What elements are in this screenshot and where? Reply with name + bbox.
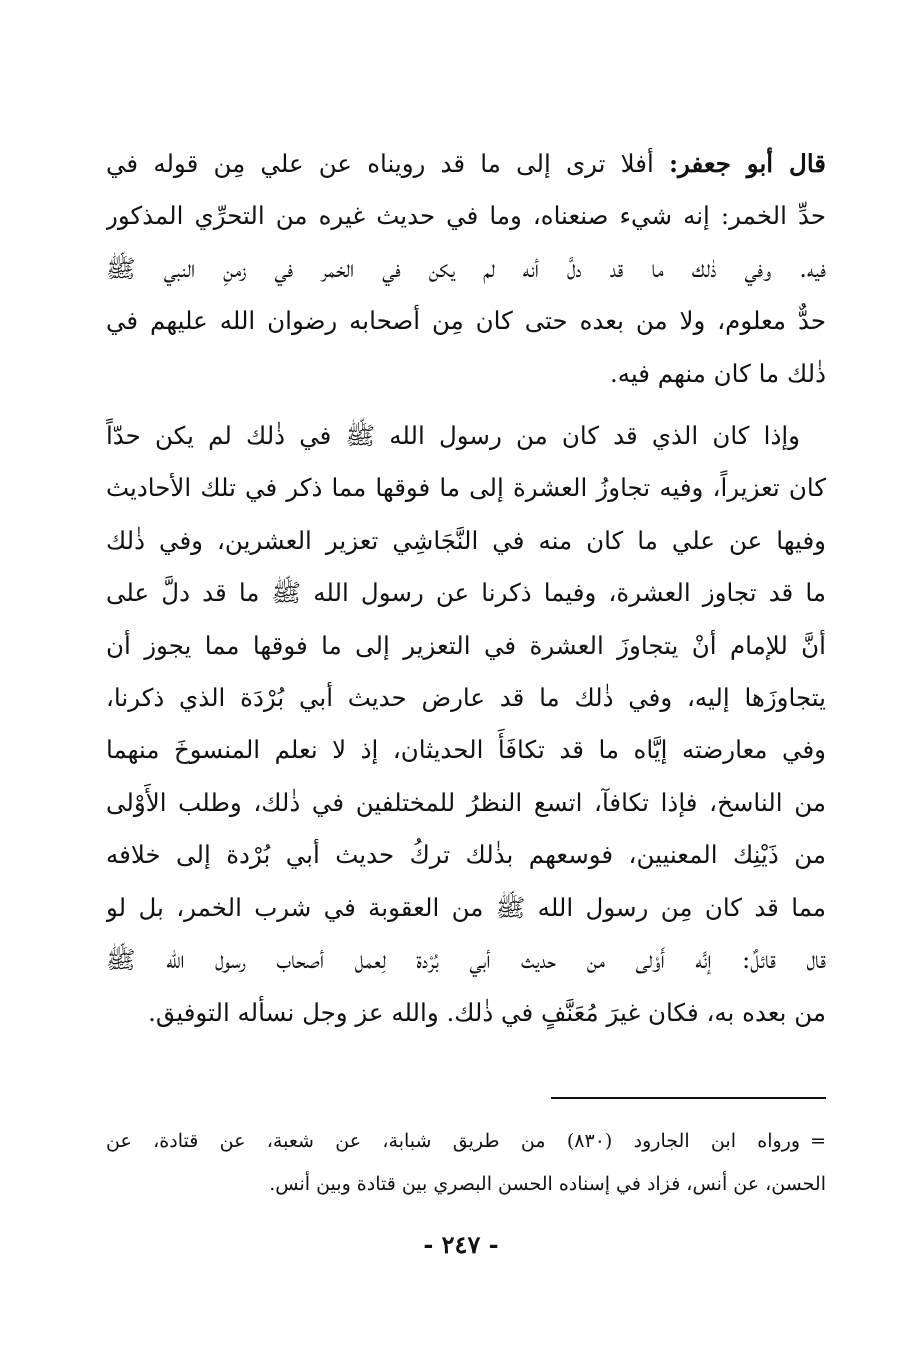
text-line: وفيها عن علي ما كان منه في النَّجَاشِي تعزير العشرين، وفي ذٰلك [106, 525, 826, 555]
page-number: - ٢٤٧ - [423, 1230, 499, 1259]
text-line: وفي معارضته إيَّاه ما قد تكافَأَ الحديثان، إذ لا نعلم المنسوخَ منهما [106, 735, 826, 765]
text-line: يتجاوزَها إليه، وفي ذٰلك ما قد عارض حديث أبي بُرْدَة الذي ذكرنا، [106, 683, 826, 713]
text-line: قال قائلٌ: إنَّه أَوْلى من حديث أبي بُرْدة لِعمل أصحاب رسول الله ﷺ [106, 945, 826, 975]
text-line: حدِّ الخمر: إنه شيء صنعناه، وما في حديث غيره من التحرِّي المذكور [106, 201, 826, 231]
text-line: مما قد كان مِن رسول الله ﷺ من العقوبة في شرب الخمر، بل لو [106, 892, 826, 922]
main-text-body [106, 138, 826, 1039]
text-line: من الناسخ، فإذا تكافآ، اتسع النظرُ للمختلفين في ذٰلك، وطلب الأَوْلى [106, 787, 826, 817]
speaker-lead: قال أبو جعفر: [668, 149, 826, 178]
footnote-line [106, 1120, 826, 1163]
paragraph-1 [106, 138, 826, 400]
text-line: وإذا كان الذي قد كان من رسول الله ﷺ في ذٰلك لم يكن حدّاً [106, 421, 800, 451]
footnote-divider [551, 1097, 826, 1099]
footnote-line: الحسن، عن أنس، فزاد في إسناده الحسن البصري بين قتادة وبين أنس. [269, 1173, 826, 1195]
text-line: من ذَيْنِك المعنيين، فوسعهم بذٰلك تركُ حديث أبي بُرْدة إلى خلافه [106, 840, 826, 870]
text-line: ذٰلك ما كان منهم فيه. [609, 358, 826, 388]
footnote-marker: = [810, 1130, 826, 1152]
text-line [106, 138, 826, 190]
text-line: أنَّ للإمام أنْ يتجاوزَ العشرة في التعزير إلى ما فوقها مما يجوز أن [106, 630, 826, 660]
footnotes [106, 1120, 826, 1206]
footnote-text: ورواه ابن الجارود (٨٣٠) من طريق شبابة، عن شعبة، عن قتادة، عن [106, 1130, 801, 1152]
text-line: فيه. وفي ذٰلك ما قد دلَّ أنه لم يكن في الخمر في زمنِ النبي ﷺ [106, 253, 826, 283]
paragraph-2 [106, 410, 826, 1039]
text-line: ما قد تجاوز العشرة، وفيما ذكرنا عن رسول الله ﷺ ما قد دلَّ على [106, 578, 826, 608]
paragraph-gap [106, 400, 826, 410]
text-line: كان تعزيراً، وفيه تجاوزُ العشرة إلى ما فوقها مما ذكر في تلك الأحاديث [106, 473, 826, 503]
line-text: أفلا ترى إلى ما قد رويناه عن علي مِن قوله في [106, 149, 669, 178]
text-line: من بعده به، فكان غيرَ مُعَنَّفٍ في ذٰلك. والله عز وجل نسأله التوفيق. [148, 997, 826, 1027]
text-line: حدٌّ معلوم، ولا من بعده حتى كان مِن أصحابه رضوان الله عليهم في [106, 306, 826, 336]
